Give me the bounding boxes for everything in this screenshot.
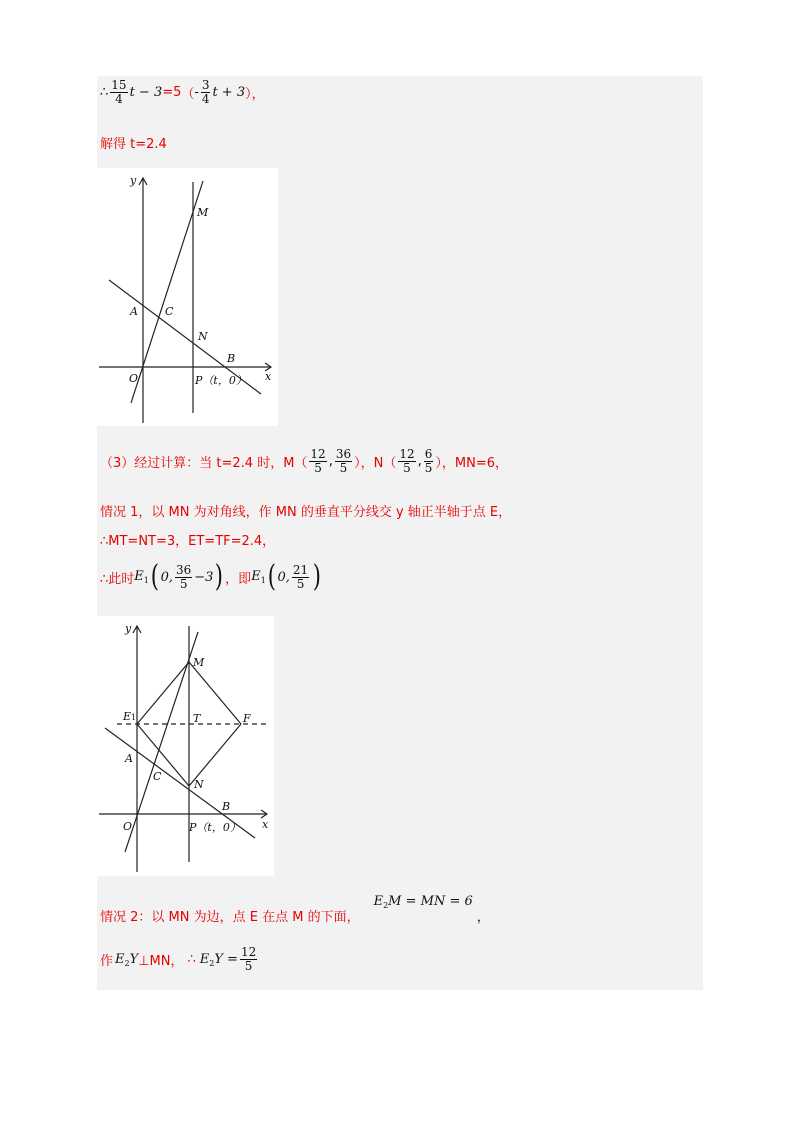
last-line	[100, 946, 259, 973]
label-B: B	[227, 352, 236, 365]
e2y-symbol: $E_2Y$	[115, 951, 139, 968]
perp-text: ⊥MN，	[138, 954, 184, 969]
label-O: O	[123, 820, 133, 833]
therefore-symbol-2: ∴	[187, 952, 196, 967]
label-A: A	[125, 752, 133, 765]
e1-zero-2: 0,	[277, 569, 290, 585]
close-paren: ），	[245, 87, 265, 102]
label-C: C	[165, 305, 174, 318]
zuo-text: 作	[100, 954, 114, 969]
frac-12-5: $\frac{12}{5}$	[240, 945, 257, 973]
segment-FN	[189, 724, 241, 786]
e1-frac-36-5: $\frac{36}{5}$	[176, 562, 192, 591]
e1-point-name: $E_1$	[134, 569, 149, 585]
label-A: A	[130, 305, 138, 318]
figure-2-diagram	[97, 616, 274, 876]
case2-comma: ，	[476, 910, 490, 925]
label-y: y	[130, 174, 137, 187]
rhs-tail: t + 3	[212, 85, 246, 100]
e1-minus-three: −3	[194, 569, 214, 585]
part3-line: （3）经过计算：当 t=2.4 时，M（ $\frac{12}{5}$ , $\frac{36}{5}$ ），N（ $\frac{12}{5}$ , $\frac{6}{5}$ ），MN=6，	[100, 447, 509, 475]
e1-ji: ，即	[225, 571, 252, 587]
part3-suffix: ），MN=6，	[435, 456, 509, 471]
part3-prefix: （3）经过计算：当 t=2.4 时，M（	[100, 456, 308, 471]
part3-mid: ），N（	[354, 456, 397, 471]
e1-line: ∴此时 $E_1$ ( 0, $\frac{36}{5}$ −3 ) ，即 $E_1$ ( 0, $\frac{21}{5}$ )	[100, 559, 322, 594]
minus-sign: -	[194, 85, 199, 100]
case2-text: 情况 2：以 MN 为边，点 E 在点 M 的下面，	[100, 910, 360, 925]
label-y: y	[125, 622, 132, 635]
case2-formula: $E_2M$ = MN = 6	[373, 893, 473, 910]
label-O: O	[129, 372, 139, 385]
e2y-symbol-2: $E_2Y$ =	[199, 951, 238, 968]
therefore-symbol: ∴	[100, 85, 109, 100]
fraction-15-4: $\frac{15}{4}$	[111, 78, 127, 106]
fraction-3-4: $\frac{3}{4}$	[201, 78, 210, 106]
label-P: P（t，0）	[189, 821, 241, 834]
e1-point-name-2: $E_1$	[251, 569, 266, 585]
label-F: F	[243, 712, 251, 725]
open-paren: （	[181, 87, 195, 102]
case2-line	[100, 893, 490, 925]
label-M: M	[193, 656, 205, 669]
case1-line: 情况 1，以 MN 为对角线，作 MN 的垂直平分线交 y 轴正半轴于点 E，	[100, 505, 512, 520]
segment-NE1	[137, 724, 189, 786]
m-y-fraction: $\frac{36}{5}$	[335, 447, 352, 475]
equation-line	[100, 79, 265, 106]
e1-prefix: ∴此时	[100, 571, 135, 587]
e1-zero: 0,	[160, 569, 173, 585]
label-E1: E1	[123, 710, 137, 723]
label-P: P（t，0）	[195, 374, 247, 387]
lhs-tail: t − 3	[129, 85, 163, 100]
label-N: N	[198, 330, 208, 343]
solve-line: 解得 t=2.4	[100, 137, 167, 152]
label-x: x	[262, 818, 269, 831]
figure-1-diagram	[97, 168, 278, 426]
figure-2	[97, 616, 274, 876]
label-C: C	[153, 770, 162, 783]
segment-E1M	[137, 662, 189, 724]
label-T: T	[193, 712, 201, 725]
label-x: x	[265, 370, 272, 383]
e1-frac-21-5: $\frac{21}{5}$	[292, 562, 309, 591]
figure-1	[97, 168, 278, 426]
m-x-fraction: $\frac{12}{5}$	[310, 447, 326, 475]
mt-line: ∴MT=NT=3，ET=TF=2.4，	[100, 534, 276, 549]
label-B: B	[222, 800, 231, 813]
n-x-fraction: $\frac{12}{5}$	[399, 447, 415, 475]
n-y-fraction: $\frac{6}{5}$	[424, 447, 433, 475]
label-N: N	[194, 778, 204, 791]
label-M: M	[197, 206, 209, 219]
equals-five: =5	[162, 85, 182, 100]
line-OM	[131, 181, 203, 403]
